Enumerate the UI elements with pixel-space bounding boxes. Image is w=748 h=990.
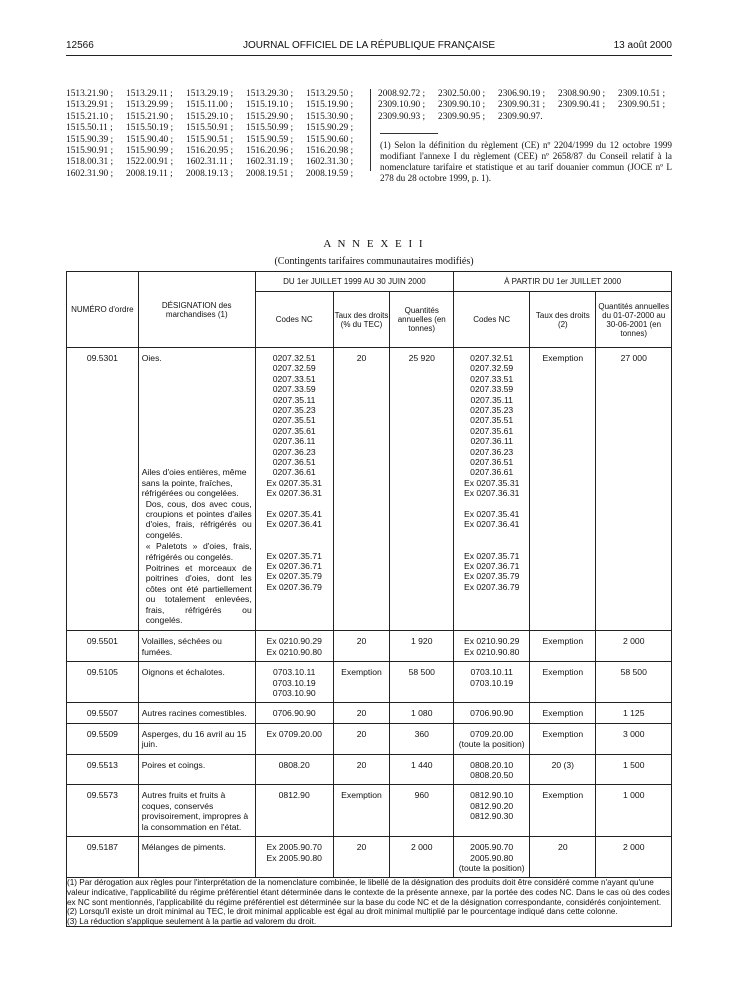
cell-quantites-1 xyxy=(390,837,454,878)
cell-value: Exemption xyxy=(542,667,584,678)
cell-taux-2 xyxy=(530,703,596,723)
cell-value: 1 125 xyxy=(622,708,645,719)
cell-line: 0207.35.51 xyxy=(272,415,316,426)
footnote-rule xyxy=(380,133,438,134)
cell-value: 1 440 xyxy=(410,759,433,770)
cell-line xyxy=(259,499,330,509)
cell-line: 0207.36.23 xyxy=(272,446,316,457)
cell-taux-1 xyxy=(333,785,390,837)
cell-codes-nc-1 xyxy=(255,785,333,837)
cell-designation xyxy=(138,348,255,631)
cell-line: 0709.20.00 xyxy=(470,728,514,739)
tariff-code: 1515.19.90 ; xyxy=(306,100,354,111)
quota-table xyxy=(66,271,672,927)
cell-line: 0207.32.59 xyxy=(470,363,514,374)
code-row xyxy=(66,135,366,146)
cell-value: Exemption xyxy=(341,667,382,678)
cell-value: 1 920 xyxy=(410,636,433,647)
tariff-code: 1515.90.40 ; xyxy=(126,134,174,145)
cell-taux-2 xyxy=(530,723,596,754)
cell-line: 0207.36.23 xyxy=(470,446,514,457)
cell-line: Ex 0210.90.80 xyxy=(463,646,520,657)
code-row xyxy=(378,112,674,123)
cell-quantites-2 xyxy=(596,631,672,662)
tariff-code: 2309.90.97. xyxy=(498,111,543,122)
tariff-code: 2008.92.72 ; xyxy=(378,89,426,99)
cell-value: Exemption xyxy=(542,636,584,647)
tariff-code: 2309.90.51 ; xyxy=(618,100,666,111)
cell-numero xyxy=(67,754,139,785)
cell-codes-nc-1 xyxy=(255,631,333,662)
cell-line: Ex 0207.35.71 xyxy=(266,550,322,561)
tariff-code: 2309.90.95 ; xyxy=(438,111,486,122)
header-numero: NUMÉRO d'ordre xyxy=(67,272,139,348)
cell-line: 0207.32.51 xyxy=(470,353,514,363)
cell-quantites-2 xyxy=(596,703,672,723)
cell-line: Ex 0207.35.41 xyxy=(266,509,322,520)
cell-designation xyxy=(138,631,255,662)
cell-value: 1 000 xyxy=(622,790,645,801)
cell-line: Ex 0207.35.41 xyxy=(463,509,520,520)
tariff-code: 1515.90.29 ; xyxy=(306,123,354,134)
cell-value: 09.5513 xyxy=(86,759,118,770)
cell-value: 2 000 xyxy=(622,842,645,853)
cell-taux-1 xyxy=(333,662,390,703)
code-row xyxy=(66,123,366,134)
cell-numero xyxy=(67,723,139,754)
designation-line: Poitrines et morceaux de poitrines d'oies, dont les côtes ont été partiellement ou totalement enlevées, frais, réfrigérés ou congelés. xyxy=(145,562,252,625)
tariff-code: 1515.11.00 ; xyxy=(186,100,233,111)
cell-numero xyxy=(67,631,139,662)
header-codes-nc-1: Codes NC xyxy=(255,292,333,348)
cell-line: 0808.20.10 xyxy=(470,759,514,770)
tariff-code: 1522.00.91 ; xyxy=(126,157,174,168)
tariff-code: 1515.50.91 ; xyxy=(186,123,234,134)
designation-line: Mélanges de piments. xyxy=(141,842,226,853)
cell-line: Ex 0207.36.79 xyxy=(266,581,322,592)
table-row xyxy=(67,703,672,723)
cell-line: Ex 0207.36.31 xyxy=(266,488,322,499)
code-list-right xyxy=(378,89,674,123)
code-row xyxy=(378,100,674,111)
cell-line: 0207.32.59 xyxy=(272,363,316,374)
code-row xyxy=(66,146,366,157)
tariff-code: 2309.90.41 ; xyxy=(558,100,606,111)
cell-line: Ex 0210.90.29 xyxy=(463,636,520,647)
cell-line xyxy=(457,499,526,509)
cell-line: 0703.10.19 xyxy=(272,677,316,688)
cell-line: Ex 0207.36.71 xyxy=(463,561,520,572)
designation-line: Autres fruits et fruits à coques, conservés provisoirement, impropres à la consommation en l'état. xyxy=(141,790,249,832)
designation-line: Volailles, séchées ou fumées. xyxy=(141,636,222,657)
code-list-left xyxy=(66,89,366,180)
cell-line: Ex 0207.35.31 xyxy=(266,477,322,488)
cell-quantites-1 xyxy=(390,662,454,703)
cell-line: 0207.36.61 xyxy=(272,467,316,478)
tariff-code: 1515.90.51 ; xyxy=(186,134,234,145)
publication-date: 13 août 2000 xyxy=(613,40,672,51)
tariff-code: 2008.19.11 ; xyxy=(126,168,173,179)
cell-quantites-2 xyxy=(596,785,672,837)
annex-subtitle: (Contingents tarifaires communautaires modifiés) xyxy=(274,256,474,267)
tariff-code: 1515.90.99 ; xyxy=(126,146,174,157)
cell-value: 1 080 xyxy=(410,708,433,719)
cell-codes-nc-1 xyxy=(255,837,333,878)
tariff-code: 1602.31.30 ; xyxy=(306,157,354,168)
table-body xyxy=(67,348,672,878)
code-row xyxy=(66,169,366,180)
cell-line: 0207.35.51 xyxy=(470,415,514,426)
cell-line: Ex 0207.36.41 xyxy=(463,519,520,530)
cell-value: 960 xyxy=(414,790,429,801)
cell-line: 0706.90.90 xyxy=(470,708,514,719)
cell-line: Ex 0210.90.29 xyxy=(266,636,322,647)
tariff-code: 1518.00.31 ; xyxy=(66,157,114,168)
tariff-code: 2008.19.13 ; xyxy=(186,168,234,179)
designation-line: Oignons et échalotes. xyxy=(141,667,225,678)
cell-codes-nc-2 xyxy=(454,662,530,703)
designation-line: Ailes d'oies entières, même sans la pointe, fraîches, réfrigérées ou congelées. xyxy=(141,467,247,499)
cell-quantites-1 xyxy=(390,723,454,754)
cell-codes-nc-2 xyxy=(454,703,530,723)
cell-line: 0207.33.59 xyxy=(470,384,514,395)
cell-value: Exemption xyxy=(542,353,584,363)
cell-codes-nc-2 xyxy=(454,785,530,837)
cell-line: Ex 2005.90.80 xyxy=(266,852,322,863)
cell-quantites-1 xyxy=(390,703,454,723)
table-footnotes xyxy=(67,878,672,927)
cell-numero xyxy=(67,785,139,837)
tariff-code: 1515.19.10 ; xyxy=(246,100,294,111)
cell-codes-nc-2 xyxy=(454,348,530,631)
cell-designation xyxy=(138,662,255,703)
cell-line: 2005.90.80 xyxy=(470,852,514,863)
tariff-code: 2309.90.93 ; xyxy=(378,111,426,122)
header-taux-1: Taux des droits (% du TEC) xyxy=(333,292,390,348)
code-row xyxy=(66,157,366,168)
cell-value: 27 000 xyxy=(620,353,647,363)
tariff-code: 1516.20.98 ; xyxy=(306,146,354,157)
cell-designation xyxy=(138,837,255,878)
cell-line: 0207.35.11 xyxy=(273,394,316,405)
designation-line xyxy=(142,384,252,394)
page-number: 12566 xyxy=(66,40,94,51)
cell-quantites-2 xyxy=(596,723,672,754)
cell-quantites-2 xyxy=(596,662,672,703)
header-quantites-1: Quantités annuelles (en tonnes) xyxy=(390,292,454,348)
cell-value: 20 xyxy=(356,636,367,647)
cell-value: Exemption xyxy=(542,728,584,739)
cell-line: 0808.20 xyxy=(278,759,310,770)
cell-value: 09.5105 xyxy=(86,667,118,678)
cell-value: 2 000 xyxy=(622,636,645,647)
cell-line: 0207.36.11 xyxy=(273,436,316,447)
cell-line: 0812.90 xyxy=(278,790,310,801)
tariff-code: 1515.50.19 ; xyxy=(126,123,174,134)
designation-line: Dos, cous, dos avec cous, croupions et pointes d'ailes d'oies, frais, réfrigérés ou congelés. xyxy=(145,498,252,540)
cell-taux-2 xyxy=(530,631,596,662)
cell-value: 09.5507 xyxy=(86,708,118,719)
cell-numero xyxy=(67,703,139,723)
designation-line xyxy=(142,447,252,457)
tariff-code: 1515.21.10 ; xyxy=(66,111,114,122)
code-row xyxy=(66,89,366,100)
tariff-code: 2306.90.19 ; xyxy=(498,89,546,99)
cell-value: 20 (3) xyxy=(551,759,575,770)
designation-line xyxy=(142,374,252,384)
page-header xyxy=(66,40,672,54)
cell-line: Ex 0207.35.31 xyxy=(463,477,520,488)
cell-quantites-2 xyxy=(596,754,672,785)
tariff-code: 2308.90.90 ; xyxy=(558,89,606,99)
table-footnote: (1) Par dérogation aux règles pour l'interprétation de la nomenclature combinée, le libellé de la désignation des produits doit être considéré comme n'ayant qu'une valeur indicative, l'applicabilité du régime préférentiel étant déterminée dans le contexte de la présente annexe, par la portée des codes NC. Dans le cas où des codes ex NC sont mentionnés, l'applicabilité du régime préférentiel est déterminée sur la base du code NC et de la désignation correspondante, considérés conjointement. xyxy=(67,878,670,907)
cell-line: 0207.36.11 xyxy=(470,436,513,447)
tariff-code: 1513.29.50 ; xyxy=(306,89,354,99)
tariff-code: 1513.29.91 ; xyxy=(66,100,114,111)
cell-line: 0207.35.23 xyxy=(272,405,316,416)
cell-quantites-2 xyxy=(596,837,672,878)
tariff-code: 1515.50.11 ; xyxy=(66,123,113,134)
cell-codes-nc-2 xyxy=(454,754,530,785)
cell-line: 0207.36.51 xyxy=(272,457,316,468)
cell-value: 09.5509 xyxy=(86,728,118,739)
cell-line xyxy=(259,540,330,550)
cell-taux-2 xyxy=(530,785,596,837)
cell-value: 58 500 xyxy=(408,667,435,678)
cell-value: 20 xyxy=(356,842,367,853)
cell-codes-nc-1 xyxy=(255,703,333,723)
tariff-code: 1516.20.95 ; xyxy=(186,146,234,157)
cell-taux-1 xyxy=(333,631,390,662)
cell-designation xyxy=(138,754,255,785)
cell-taux-2 xyxy=(530,754,596,785)
cell-line: 0812.90.10 xyxy=(470,790,514,801)
header-designation: DÉSIGNATION des marchandises (1) xyxy=(138,272,255,348)
table-row xyxy=(67,631,672,662)
table-row xyxy=(67,348,672,631)
cell-line: 0207.36.61 xyxy=(470,467,514,478)
cell-line: 0207.36.51 xyxy=(470,457,514,468)
table-row xyxy=(67,723,672,754)
cell-taux-1 xyxy=(333,837,390,878)
cell-value: 20 xyxy=(356,353,367,363)
table-row xyxy=(67,837,672,878)
cell-line: 0207.33.51 xyxy=(470,373,514,384)
cell-value: 20 xyxy=(356,759,367,770)
cell-value: Exemption xyxy=(542,790,584,801)
cell-numero xyxy=(67,662,139,703)
cell-line: 0207.35.61 xyxy=(470,425,514,436)
cell-value: 20 xyxy=(356,708,367,719)
tariff-code: 1513.21.90 ; xyxy=(66,89,114,99)
cell-line xyxy=(457,530,526,540)
tariff-code: 1515.50.99 ; xyxy=(246,123,294,134)
tariff-code: 2008.19.51 ; xyxy=(246,168,294,179)
cell-line: Ex 0207.35.79 xyxy=(266,571,322,582)
table-footnote: (2) Lorsqu'il existe un droit minimal au TEC, le droit minimal applicable est égal au droit minimal multiplié par le pourcentage indiqué dans cette colonne. xyxy=(67,907,618,917)
designation-line xyxy=(142,436,252,446)
cell-value: 1 500 xyxy=(622,759,645,770)
cell-line: Ex 0207.36.41 xyxy=(266,519,322,530)
designation-line: Poires et coings. xyxy=(141,759,206,770)
cell-value: 09.5301 xyxy=(86,353,118,363)
cell-codes-nc-2 xyxy=(454,631,530,662)
cell-value: 20 xyxy=(356,728,367,739)
cell-taux-1 xyxy=(333,348,390,631)
tariff-code: 1602.31.11 ; xyxy=(186,157,233,168)
cell-value: Exemption xyxy=(542,708,584,719)
cell-line: 0207.33.59 xyxy=(272,384,316,395)
table-footnote: (3) La réduction s'applique seulement à la partie ad valorem du droit. xyxy=(67,916,317,926)
cell-line: 0207.35.11 xyxy=(470,394,513,405)
tariff-code: 2302.50.00 ; xyxy=(438,89,486,99)
cell-quantites-1 xyxy=(390,785,454,837)
cell-taux-1 xyxy=(333,723,390,754)
header-taux-2: Taux des droits (2) xyxy=(530,292,596,348)
header-period-1: DU 1er JUILLET 1999 AU 30 JUIN 2000 xyxy=(255,272,453,292)
cell-codes-nc-1 xyxy=(255,348,333,631)
column-separator xyxy=(370,89,371,171)
cell-taux-1 xyxy=(333,703,390,723)
cell-codes-nc-1 xyxy=(255,662,333,703)
tariff-code: 1516.20.96 ; xyxy=(246,146,294,157)
cell-line: Ex 0709.20.00 xyxy=(266,728,322,739)
designation-line: Autres racines comestibles. xyxy=(141,708,247,719)
cell-line: 0207.33.51 xyxy=(272,373,316,384)
cell-value: 09.5187 xyxy=(86,842,118,853)
code-row xyxy=(66,100,366,111)
tariff-code: 1515.90.39 ; xyxy=(66,134,114,145)
cell-value: 09.5573 xyxy=(86,790,118,801)
header-codes-nc-2: Codes NC xyxy=(454,292,530,348)
cell-line: Ex 0210.90.80 xyxy=(266,646,322,657)
cell-codes-nc-1 xyxy=(255,754,333,785)
cell-line: 0703.10.11 xyxy=(470,667,513,678)
cell-value: 25 920 xyxy=(408,353,435,363)
cell-line: Ex 0207.36.71 xyxy=(266,561,322,572)
cell-quantites-2 xyxy=(596,348,672,631)
cell-line: 0703.10.90 xyxy=(272,688,316,699)
header-quantites-2: Quantités annuelles du 01-07-2000 au 30-06-2001 (en tonnes) xyxy=(596,292,672,348)
tariff-code: 2309.90.10 ; xyxy=(438,100,486,111)
cell-numero xyxy=(67,348,139,631)
footnote-top: (1) Selon la définition du règlement (CE) nº 2204/1999 du 12 octobre 1999 modifiant l'annexe I du règlement (CEE) nº 2658/87 du Conseil relatif à la nomenclature tarifaire et statistique et au tarif douanier commun (JOCE nº L 278 du 28 octobre 1999, p. 1). xyxy=(380,140,672,183)
cell-numero xyxy=(67,837,139,878)
code-row xyxy=(66,112,366,123)
designation-line xyxy=(142,415,252,425)
cell-taux-1 xyxy=(333,754,390,785)
cell-line: Ex 0207.35.71 xyxy=(463,550,520,561)
cell-quantites-1 xyxy=(390,754,454,785)
tariff-code: 2309.10.51 ; xyxy=(618,89,666,99)
tariff-code: 1602.31.90 ; xyxy=(66,168,114,179)
table-row xyxy=(67,785,672,837)
cell-designation xyxy=(138,723,255,754)
tariff-code: 1515.90.91 ; xyxy=(66,146,114,157)
cell-line: 0703.10.11 xyxy=(273,667,316,678)
cell-line: Ex 0207.35.79 xyxy=(463,571,520,582)
cell-designation xyxy=(138,703,255,723)
tariff-code: 2309.90.31 ; xyxy=(498,100,546,111)
cell-line: 2005.90.70 xyxy=(470,842,514,853)
cell-line: 0812.90.30 xyxy=(470,811,514,822)
designation-line: Oies. xyxy=(141,353,162,363)
cell-line: 0808.20.50 xyxy=(470,770,514,781)
tariff-code: 1513.29.11 ; xyxy=(126,89,173,99)
tariff-code: 1602.31.19 ; xyxy=(246,157,294,168)
cell-line: 0703.10.19 xyxy=(470,677,514,688)
cell-codes-nc-2 xyxy=(454,723,530,754)
cell-value: 58 500 xyxy=(620,667,647,678)
cell-designation xyxy=(138,785,255,837)
code-row xyxy=(378,89,674,100)
journal-title: JOURNAL OFFICIEL DE LA RÉPUBLIQUE FRANÇAISE xyxy=(242,40,496,51)
cell-codes-nc-1 xyxy=(255,723,333,754)
cell-line: Ex 0207.36.31 xyxy=(463,488,520,499)
tariff-code: 1513.29.99 ; xyxy=(126,100,174,111)
annex-title: A N N E X E I I xyxy=(323,238,425,250)
cell-value: 360 xyxy=(414,728,429,739)
cell-line: 0207.35.23 xyxy=(470,405,514,416)
tariff-code: 1515.90.59 ; xyxy=(246,134,294,145)
table-row xyxy=(67,754,672,785)
tariff-code: 1515.29.10 ; xyxy=(186,111,234,122)
cell-line: 0207.32.51 xyxy=(272,353,316,363)
header-rule xyxy=(66,55,672,56)
cell-line: 0706.90.90 xyxy=(272,708,316,719)
cell-line: (toute la position) xyxy=(458,862,525,873)
cell-line xyxy=(259,530,330,540)
cell-quantites-1 xyxy=(390,348,454,631)
cell-value: 3 000 xyxy=(622,728,645,739)
cell-taux-2 xyxy=(530,837,596,878)
designation-line xyxy=(142,363,252,373)
designation-line xyxy=(142,426,252,436)
tariff-code: 2008.19.59 ; xyxy=(306,168,354,179)
designation-line xyxy=(142,457,252,467)
tariff-code: 1515.30.90 ; xyxy=(306,111,354,122)
cell-line: Ex 0207.36.79 xyxy=(463,581,520,592)
tariff-code: 1515.21.90 ; xyxy=(126,111,174,122)
tariff-code: 1515.29.90 ; xyxy=(246,111,294,122)
designation-line: Asperges, du 16 avril au 15 juin. xyxy=(141,728,247,750)
cell-value: 20 xyxy=(558,842,568,853)
cell-line: 0207.35.61 xyxy=(272,425,316,436)
cell-value: 09.5501 xyxy=(86,636,118,647)
cell-codes-nc-2 xyxy=(454,837,530,878)
table-row xyxy=(67,662,672,703)
tariff-code: 1513.29.30 ; xyxy=(246,89,294,99)
designation-line xyxy=(142,395,252,405)
cell-quantites-1 xyxy=(390,631,454,662)
tariff-code: 1513.29.19 ; xyxy=(186,89,234,99)
designation-line: « Paletots » d'oies, frais, réfrigérés ou congelés. xyxy=(145,541,252,562)
cell-value: Exemption xyxy=(341,790,382,801)
cell-value: 2 000 xyxy=(410,842,433,853)
tariff-code: 2309.10.90 ; xyxy=(378,100,426,111)
header-period-2: À PARTIR DU 1er JUILLET 2000 xyxy=(454,272,672,292)
cell-line: Ex 2005.90.70 xyxy=(266,842,322,853)
cell-taux-2 xyxy=(530,662,596,703)
tariff-code: 1515.90.60 ; xyxy=(306,134,354,145)
cell-line xyxy=(457,540,526,550)
cell-taux-2 xyxy=(530,348,596,631)
designation-line xyxy=(142,405,252,415)
cell-line: (toute la position) xyxy=(458,739,525,750)
cell-line: 0812.90.20 xyxy=(470,800,514,811)
